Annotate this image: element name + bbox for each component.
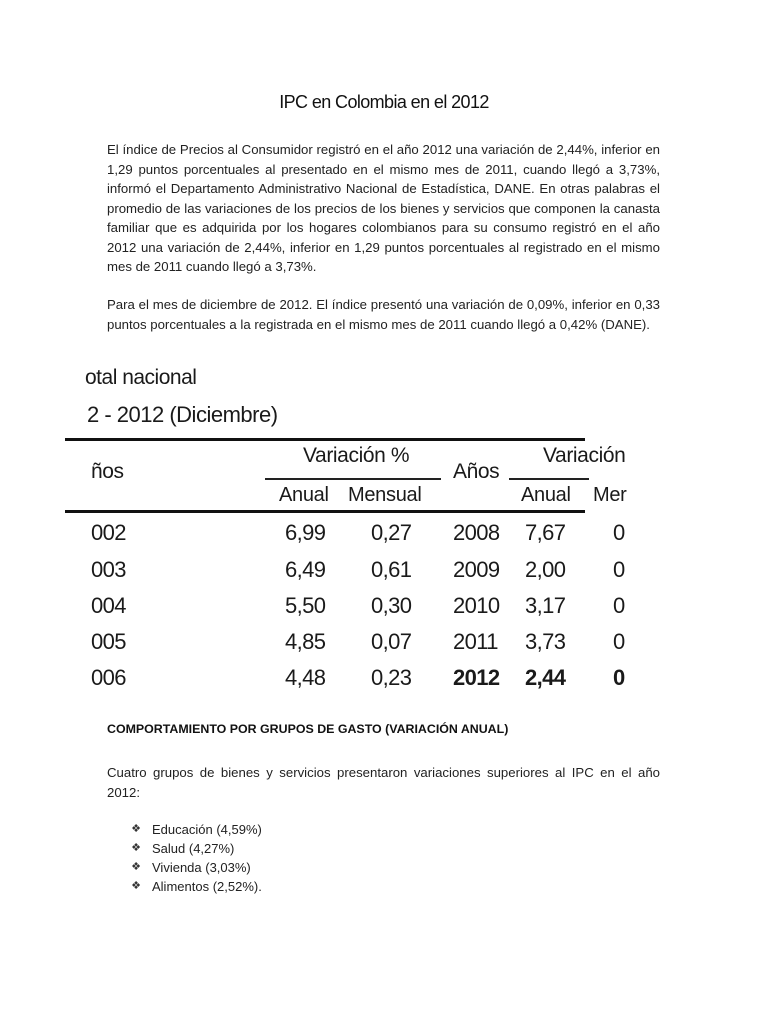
ipc-table (65, 364, 627, 696)
cell-annual: 6,99 (285, 520, 326, 545)
col-header-monthly-left: Mensual (348, 484, 422, 506)
table-header-rule (65, 510, 585, 513)
col-header-variation-left: Variación % (303, 444, 410, 467)
cell-monthly: 0,07 (371, 629, 412, 654)
cell-annual: 3,17 (525, 593, 566, 618)
list-item (130, 820, 262, 839)
cell-year: 002 (91, 520, 126, 545)
col-header-annual-left: Anual (279, 484, 329, 506)
cell-annual: 2,44 (525, 665, 566, 690)
list-item (130, 858, 262, 877)
cell-annual: 4,85 (285, 629, 326, 654)
cell-monthly: 0,30 (371, 593, 412, 618)
group-rule-right (509, 478, 589, 480)
list-item (130, 839, 262, 858)
document-title: IPC en Colombia en el 2012 (279, 92, 489, 112)
group-rule-left (265, 478, 441, 480)
cell-year: 005 (91, 629, 126, 654)
cell-annual: 5,50 (285, 593, 326, 618)
cell-monthly: 0,23 (371, 665, 412, 690)
cell-year: 003 (91, 557, 126, 582)
col-header-years-right: Años (453, 460, 500, 483)
paragraph-ipc-december: Para el mes de diciembre de 2012. El índice presentó una variación de 0,09%, inferior en 0,33 puntos porcentuales a la registrada en el mismo mes de 2011 cuando llegó a 0,42% (DANE). (107, 297, 660, 332)
diamond-bullet-icon: ❖ (131, 880, 141, 892)
cell-monthly: 0 (613, 629, 625, 654)
diamond-bullet-icon: ❖ (131, 823, 141, 835)
cell-monthly: 0 (613, 665, 625, 690)
cell-monthly: 0,27 (371, 520, 412, 545)
cell-annual: 4,48 (285, 665, 326, 690)
list-item (130, 877, 262, 896)
cell-monthly: 0 (613, 593, 625, 618)
list-item-label: Educación (4,59%) (152, 822, 262, 837)
cell-year: 2008 (453, 520, 500, 545)
cell-year: 2012 (453, 665, 500, 690)
col-header-variation-right: Variación (543, 444, 626, 467)
cell-monthly: 0 (613, 520, 625, 545)
table-top-rule (65, 438, 585, 441)
ipc-table-image (85, 364, 627, 696)
diamond-bullet-icon: ❖ (131, 842, 141, 854)
cell-year: 2009 (453, 557, 500, 582)
cell-year: 006 (91, 665, 126, 690)
list-item-label: Salud (4,27%) (152, 841, 235, 856)
cell-annual: 6,49 (285, 557, 326, 582)
section-heading-expense-groups: COMPORTAMIENTO POR GRUPOS DE GASTO (VARIACIÓN ANUAL) (107, 722, 509, 736)
cell-annual: 7,67 (525, 520, 566, 545)
list-item-label: Vivienda (3,03%) (152, 860, 251, 875)
cell-annual: 2,00 (525, 557, 566, 582)
cell-year: 2010 (453, 593, 500, 618)
col-header-years-left: ños (91, 460, 124, 483)
paragraph-ipc-annual: El índice de Precios al Consumidor registró en el año 2012 una variación de 2,44%, inferior en 1,29 puntos porcentuales al presentado en el mismo mes de 2011, cuando llegó a 3,73%, informó el Departamento Administrativo Nacional de Estadística, DANE. En otras palabras el promedio de las variaciones de los precios de los bienes y servicios que componen la canasta familiar que es adquirida por los hogares colombianos para su consumo registró en el año 2012 una variación de 2,44%, inferior en 1,29 puntos porcentuales al registrado en el mismo mes de 2011 cuando llegó a 3,73%. (107, 142, 660, 274)
cell-year: 004 (91, 593, 126, 618)
table-heading-period: 2 - 2012 (Diciembre) (87, 402, 278, 427)
table-heading-national: otal nacional (85, 366, 197, 389)
paragraph-groups-intro: Cuatro grupos de bienes y servicios presentaron variaciones superiores al IPC en el año 2012: (107, 765, 660, 800)
cell-monthly: 0 (613, 557, 625, 582)
cell-annual: 3,73 (525, 629, 566, 654)
diamond-bullet-icon: ❖ (131, 861, 141, 873)
col-header-annual-right: Anual (521, 484, 571, 506)
list-item-label: Alimentos (2,52%). (152, 879, 262, 894)
cell-year: 2011 (453, 629, 498, 654)
cell-monthly: 0,61 (371, 557, 412, 582)
col-header-monthly-right: Mer (593, 484, 627, 506)
groups-list (130, 820, 262, 896)
